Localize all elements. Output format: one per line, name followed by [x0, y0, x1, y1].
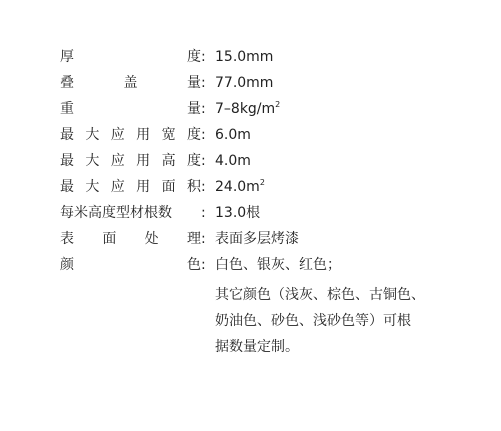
spec-colon: :: [201, 153, 206, 169]
spec-row: [60, 200, 480, 226]
spec-label-char: 大: [85, 153, 100, 169]
spec-colon: :: [201, 127, 206, 143]
spec-label: [60, 174, 201, 200]
spec-label-char: 每米高度型材根数: [60, 205, 172, 221]
spec-label: [60, 96, 201, 122]
spec-list: [60, 44, 480, 278]
spec-label-char: 面: [102, 231, 117, 247]
spec-row: [60, 96, 480, 122]
spec-colon: :: [201, 75, 206, 91]
spec-label-char: 大: [85, 179, 100, 195]
spec-row: [60, 70, 480, 96]
spec-label-char: 量: [187, 101, 201, 117]
spec-value-text: 7–8kg/m: [215, 101, 276, 117]
spec-row: [60, 252, 480, 278]
spec-row: [60, 148, 480, 174]
spec-value: [215, 200, 260, 226]
spec-value-text: 6.0m: [215, 127, 251, 143]
spec-value: [215, 70, 273, 96]
spec-label-char: 盖: [123, 75, 138, 91]
spec-label-char: 度: [187, 49, 201, 65]
spec-label-char: 最: [60, 153, 74, 169]
spec-colon: :: [201, 231, 206, 247]
spec-value: [215, 44, 273, 70]
spec-label: [60, 44, 201, 70]
spec-value-text: 77.0mm: [215, 75, 274, 91]
spec-colon: :: [201, 205, 206, 221]
spec-label: [60, 148, 201, 174]
spec-value-superscript: 2: [275, 100, 281, 109]
spec-label-char: 度: [186, 153, 201, 169]
spec-label-char: 色: [187, 257, 201, 273]
spec-label-char: 叠: [60, 75, 74, 91]
spec-label: [60, 252, 201, 278]
color-note-line: 其它颜色（浅灰、棕色、古铜色、: [215, 287, 425, 303]
spec-label: [60, 70, 201, 96]
spec-label-char: 厚: [60, 49, 74, 65]
spec-value-superscript: 2: [259, 178, 265, 187]
spec-label-char: 用: [136, 153, 151, 169]
spec-label-char: 颜: [60, 257, 74, 273]
spec-label-char: 处: [144, 231, 159, 247]
spec-value-text: 24.0m: [215, 179, 260, 195]
spec-label-char: 最: [60, 179, 74, 195]
spec-label-char: 理: [186, 231, 201, 247]
spec-colon: :: [201, 101, 206, 117]
spec-label-char: 应: [110, 127, 125, 143]
spec-value-text: 表面多层烤漆: [215, 231, 299, 247]
spec-value-text: 白色、银灰、红色；: [215, 257, 341, 273]
spec-label-char: 重: [60, 101, 74, 117]
spec-label-char: 度: [186, 127, 201, 143]
spec-label-char: 积: [186, 179, 201, 195]
spec-label-char: 用: [136, 179, 151, 195]
spec-label-char: 应: [110, 179, 125, 195]
spec-label-char: 高: [161, 153, 176, 169]
spec-label-char: 用: [136, 127, 151, 143]
spec-value: [215, 226, 299, 252]
spec-label-char: 量: [187, 75, 201, 91]
spec-value: [215, 174, 265, 200]
color-note-line: 据数量定制。: [215, 339, 299, 355]
spec-label-char: 应: [110, 153, 125, 169]
spec-value: [215, 122, 251, 148]
spec-value: [215, 96, 280, 122]
spec-label: [60, 122, 201, 148]
spec-value-text: 13.0根: [215, 205, 261, 221]
spec-value-text: 4.0m: [215, 153, 251, 169]
spec-colon: :: [201, 49, 206, 65]
spec-label-char: 大: [85, 127, 100, 143]
spec-value: [215, 148, 251, 174]
spec-row: [60, 226, 480, 252]
color-note-line: 奶油色、砂色、浅砂色等）可根: [215, 313, 411, 329]
spec-row: [60, 44, 480, 70]
spec-colon: :: [201, 179, 206, 195]
spec-label-char: 表: [60, 231, 74, 247]
spec-label: [60, 226, 201, 252]
color-note: [215, 282, 485, 360]
spec-label-char: 宽: [161, 127, 176, 143]
spec-row: [60, 122, 480, 148]
spec-row: [60, 174, 480, 200]
spec-colon: :: [201, 257, 206, 273]
spec-sheet: [60, 44, 480, 360]
spec-value: [215, 252, 341, 278]
spec-label: [60, 200, 201, 226]
spec-label-char: 面: [161, 179, 176, 195]
spec-value-text: 15.0mm: [215, 49, 274, 65]
spec-label-char: 最: [60, 127, 74, 143]
